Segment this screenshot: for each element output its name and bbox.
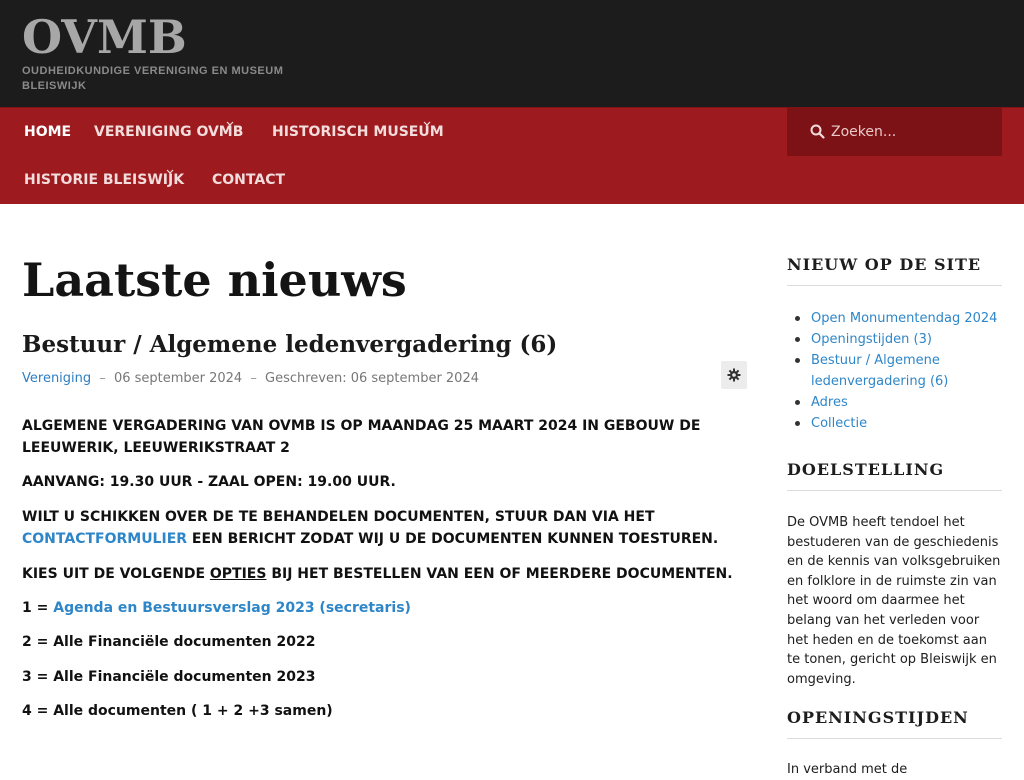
- list-item: [811, 413, 1001, 434]
- search-icon[interactable]: [810, 124, 825, 139]
- paragraph-text: EEN BERICHT ZODAT WIJ U DE DOCUMENTEN KUNNEN TOESTUREN.: [187, 531, 719, 547]
- list-item: [811, 392, 1001, 413]
- nav-item-historisch-museum[interactable]: HISTORISCH MUSEUM: [272, 124, 444, 140]
- site-tagline: OUDHEIDKUNDIGE VERENIGING EN MUSEUM BLEISWIJK: [22, 65, 284, 92]
- chevron-down-icon[interactable]: [166, 168, 174, 176]
- goal-text: De OVMB heeft tendoel het bestuderen van de geschiedenis en de kennis van volksgebruiken en folklore in de ruimste zin van het woord om daarmee het belang van het verleden voor het heden en de toekomst aan te tonen, gericht op Bleiswijk en omgeving.: [787, 515, 1001, 687]
- article-paragraph: ALGEMENE VERGADERING VAN OVMB IS OP MAANDAG 25 MAART 2024 IN GEBOUW DE LEEUWERIK, LEEUWERIKSTRAAT 2: [22, 418, 701, 456]
- site-logo[interactable]: OVMB: [22, 10, 187, 64]
- sidebar-link[interactable]: Openingstijden (3): [811, 332, 932, 347]
- search-box: [787, 107, 1002, 156]
- list-item: [811, 350, 1001, 392]
- article-paragraph: AANVANG: 19.30 UUR - ZAAL OPEN: 19.00 UUR.: [22, 474, 396, 490]
- gear-icon: [727, 368, 741, 382]
- nav-item-contact[interactable]: CONTACT: [212, 172, 286, 188]
- sidebar-link[interactable]: Adres: [811, 395, 848, 410]
- sidebar-heading-new: NIEUW OP DE SITE: [787, 255, 1002, 286]
- category-link[interactable]: Vereniging: [22, 371, 92, 386]
- hours-text: In verband met de: [787, 762, 908, 777]
- option-item: 2 = Alle Financiële documenten 2022: [22, 634, 316, 650]
- new-items-list: [811, 308, 1001, 434]
- list-item: [811, 329, 1001, 350]
- paragraph-text: KIES UIT DE VOLGENDE: [22, 566, 210, 582]
- page-title: Laatste nieuws: [22, 253, 407, 307]
- sidebar-link[interactable]: Bestuur / Algemene ledenvergadering (6): [811, 353, 949, 389]
- article-paragraph: [22, 506, 747, 550]
- options-underlined: OPTIES: [209, 566, 267, 582]
- sidebar-heading-hours: OPENINGSTIJDEN: [787, 708, 1002, 739]
- published-date: 06 september 2024: [113, 371, 243, 386]
- paragraph-text: WILT U SCHIKKEN OVER DE TE BEHANDELEN DOCUMENTEN, STUUR DAN VIA HET: [22, 509, 655, 525]
- option-prefix: 1 =: [22, 600, 54, 616]
- meta-separator: –: [99, 371, 106, 386]
- chevron-down-icon[interactable]: [423, 120, 431, 128]
- paragraph-text: BIJ HET BESTELLEN VAN EEN OF MEERDERE DOCUMENTEN.: [266, 566, 733, 582]
- article-options-button[interactable]: [721, 361, 747, 389]
- article-meta: [22, 370, 479, 388]
- agenda-report-link[interactable]: Agenda en Bestuursverslag 2023 (secretaris): [53, 600, 411, 616]
- sidebar-heading-goal: DOELSTELLING: [787, 460, 1002, 491]
- search-input[interactable]: [831, 120, 991, 144]
- option-item: [22, 597, 747, 619]
- option-item: 3 = Alle Financiële documenten 2023: [22, 669, 316, 685]
- nav-item-historie-bleiswijk[interactable]: HISTORIE BLEISWIJK: [24, 172, 185, 188]
- nav-item-vereniging-ovmb[interactable]: VERENIGING OVMB: [94, 124, 244, 140]
- article-paragraph: [22, 563, 747, 585]
- option-item: 4 = Alle documenten ( 1 + 2 +3 samen): [22, 703, 333, 719]
- chevron-down-icon[interactable]: [226, 120, 234, 128]
- site-header: [0, 0, 1024, 107]
- meta-separator: –: [250, 371, 257, 386]
- article-title[interactable]: Bestuur / Algemene ledenvergadering (6): [22, 331, 558, 358]
- contact-form-link[interactable]: CONTACTFORMULIER: [22, 531, 188, 547]
- sidebar-link[interactable]: Collectie: [811, 416, 868, 431]
- nav-item-home[interactable]: HOME: [24, 124, 72, 140]
- sidebar-link[interactable]: Open Monumentendag 2024: [811, 311, 998, 326]
- written-date: Geschreven: 06 september 2024: [265, 371, 479, 386]
- list-item: [811, 308, 1001, 329]
